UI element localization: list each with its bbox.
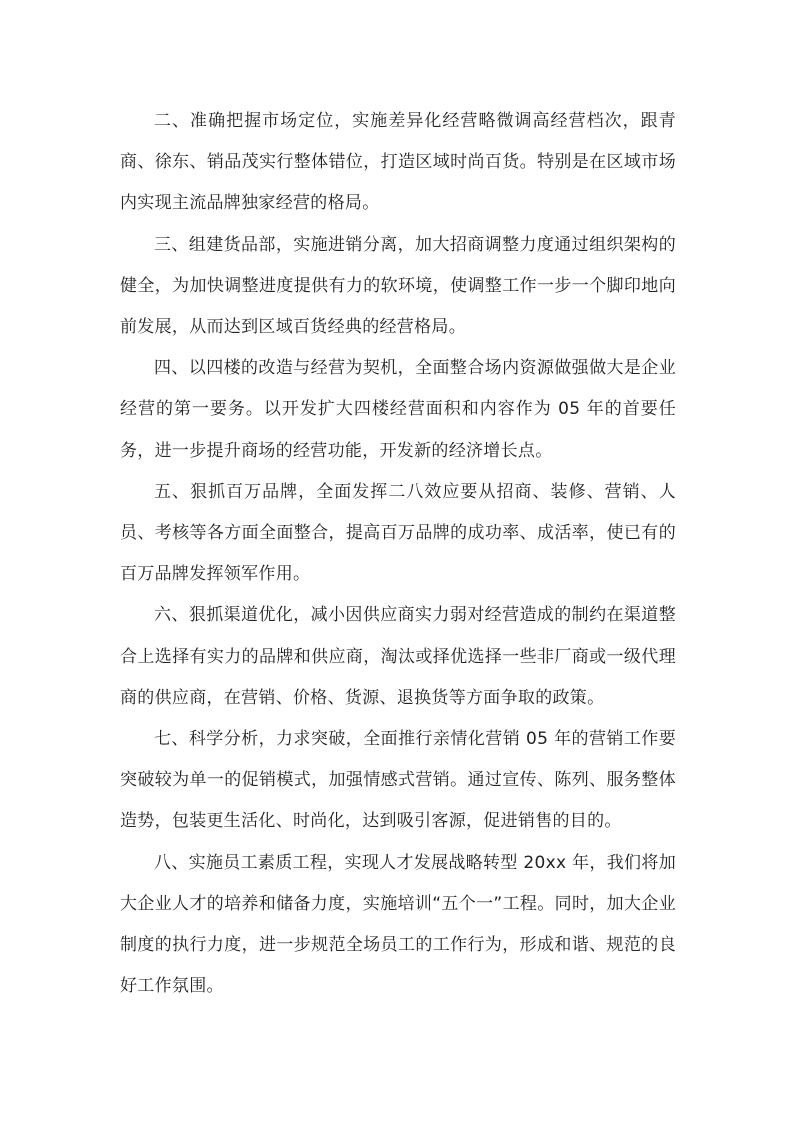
paragraph-8: 八、实施员工素质工程，实现人才发展战略转型 20xx 年，我们将加大企业人才的培养和储备力度，实施培训“五个一”工程。同时，加大企业制度的执行力度，进一步规范全场员工的工作行为，形成和谐、规范的良好工作氛围。 [120, 852, 676, 997]
paragraph-5: 五、狠抓百万品牌，全面发挥二八效应要从招商、装修、营销、人员、考核等各方面全面整合，提高百万品牌的成功率、成活率，使已有的百万品牌发挥领军作用。 [120, 481, 676, 585]
paragraph-3: 三、组建货品部，实施进销分离，加大招商调整力度通过组织架构的健全，为加快调整进度提供有力的软环境，使调整工作一步一个脚印地向前发展，从而达到区域百货经典的经营格局。 [120, 234, 676, 338]
document-body [120, 101, 676, 1007]
paragraph-4: 四、以四楼的改造与经营为契机，全面整合场内资源做强做大是企业经营的第一要务。以开发扩大四楼经营面积和内容作为 05 年的首要任务，进一步提升商场的经营功能，开发新的经济增长点。 [120, 358, 676, 461]
paragraph-7: 七、科学分析，力求突破，全面推行亲情化营销 05 年的营销工作要突破较为单一的促销模式，加强情感式营销。通过宣传、陈列、服务整体造势，包装更生活化、时尚化，达到吸引客源，促进销售的目的。 [120, 729, 676, 832]
paragraph-2: 二、准确把握市场定位，实施差异化经营略微调高经营档次，跟青商、徐东、销品茂实行整体错位，打造区域时尚百货。特别是在区域市场内实现主流品牌独家经营的格局。 [120, 111, 676, 214]
paragraph-6: 六、狠抓渠道优化，减小因供应商实力弱对经营造成的制约在渠道整合上选择有实力的品牌和供应商，淘汰或择优选择一些非厂商或一级代理商的供应商，在营销、价格、货源、退换货等方面争取的政策。 [120, 605, 676, 708]
